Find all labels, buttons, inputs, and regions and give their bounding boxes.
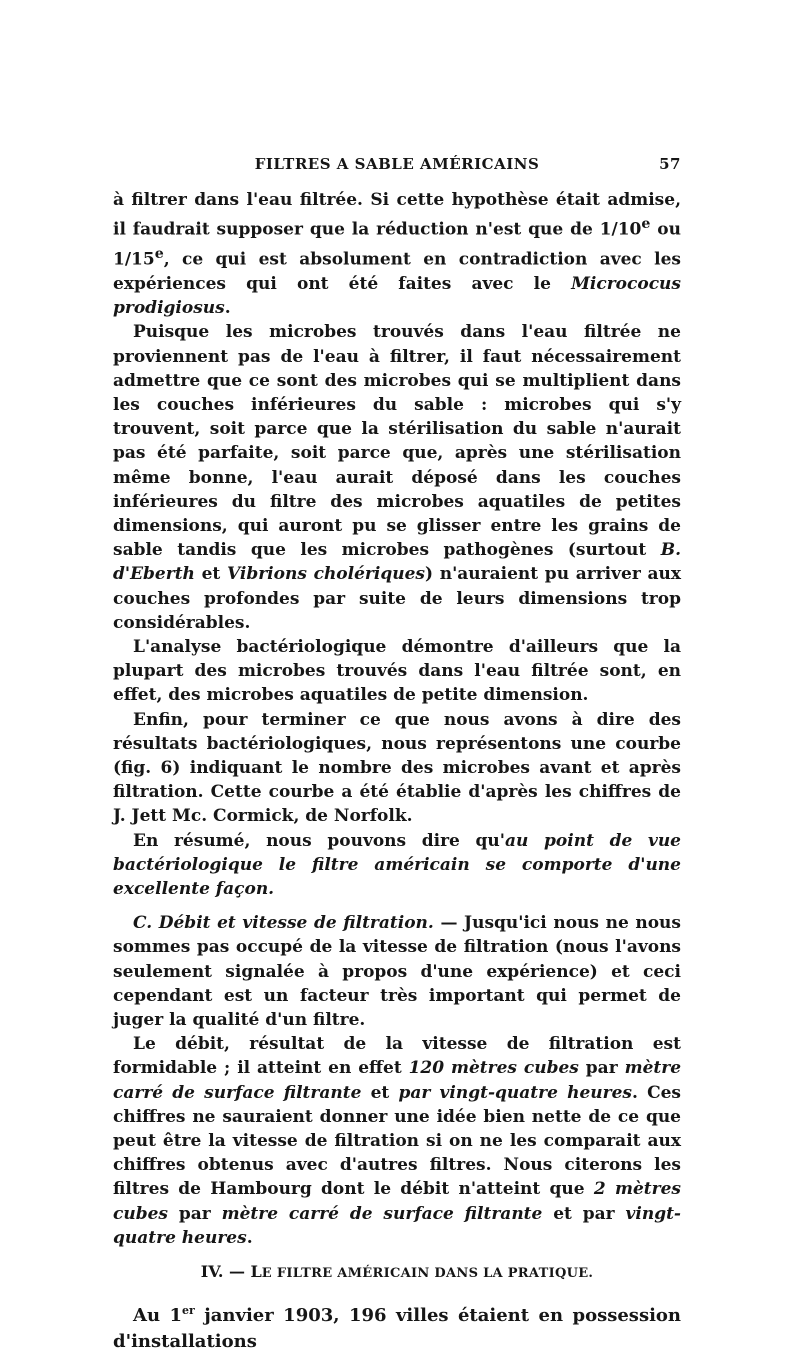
p8-sup: er bbox=[182, 1304, 195, 1318]
section-numeral: IV. bbox=[200, 1262, 224, 1282]
page-number: 57 bbox=[659, 155, 681, 173]
p2-text-b: et bbox=[194, 564, 227, 585]
paragraph-6 bbox=[113, 911, 681, 1032]
p7-text-a: Le débit, résultat de la vitesse de filtration est formidable ; il atteint en effet bbox=[113, 1034, 681, 1079]
p7-em-d: 2 mètres cubes bbox=[113, 1179, 681, 1224]
p7-text-e: par bbox=[167, 1203, 222, 1224]
p5-text-a: En résumé, nous pouvons dire qu' bbox=[133, 830, 505, 851]
p7-em-e: mètre carré de surface filtrante bbox=[221, 1203, 543, 1224]
p7-text-f: et par bbox=[542, 1203, 626, 1224]
p7-text-d: . Ces chiffres ne sauraient donner une idée bien nette de ce que peut être la vitesse de filtration si on ne les comparait aux chiffres obtenus avec d'autres filtres. Nous citerons les filtres de Hambourg dont le débit n'atteint que bbox=[113, 1082, 681, 1200]
p7-text-b: par bbox=[578, 1058, 625, 1079]
running-header bbox=[113, 155, 681, 181]
p5-conclusion: au point de vue bactériologique le filtre américain se comporte d'une excellente façon. bbox=[113, 830, 681, 899]
paragraph-1 bbox=[113, 188, 681, 320]
p8-text-a: Au 1 bbox=[133, 1305, 183, 1327]
paragraph-5 bbox=[113, 829, 681, 902]
p6-subsection-title: C. Débit et vitesse de filtration. bbox=[133, 913, 434, 934]
p1-text-d: . bbox=[224, 298, 231, 319]
section-title-rest: E FILTRE AMÉRICAIN DANS LA PRATIQUE. bbox=[261, 1266, 594, 1282]
p7-em-b: mètre carré de surface filtrante bbox=[113, 1058, 682, 1103]
p1-sup-b: e bbox=[154, 246, 164, 263]
p7-text-c: et bbox=[361, 1082, 399, 1103]
p1-species-name: Micrococus prodigiosus bbox=[113, 273, 681, 319]
p2-text-a: Puisque les microbes trouvés dans l'eau filtrée ne proviennent pas de l'eau à filtrer, il faut nécessairement admettre que ce sont des microbes qui se multiplient dans les couches inférieures du sable : microbes qui s'y trouvent, soit parce que la stérilisation du sable n'aurait pas été parfaite, soit parce que, après une stérilisation même bonne, l'eau aurait déposé dans les couches inférieures du filtre des microbes aquatiles de petites dimensions, qui auront pu se glisser entre les grains de sable tandis que les microbes pathogènes (surtout bbox=[113, 322, 681, 561]
paragraph-4: Enfin, pour terminer ce que nous avons à dire des résultats bactériologiques, nous représentons une courbe (fig. 6) indiquant le nombre des microbes avant et après filtration. Cette courbe a été établie d'après les chiffres de J. Jett Mc. Cormick, de Norfolk. bbox=[113, 709, 681, 827]
running-title: FILTRES A SABLE AMÉRICAINS bbox=[254, 155, 540, 173]
p7-em-f: vingt-quatre heures bbox=[113, 1203, 681, 1248]
p2-vibrio-name: Vibrions cholériques bbox=[226, 564, 425, 585]
p1-text-c: , ce qui est absolument en contradiction avec les expériences qui ont été faites avec le bbox=[113, 249, 681, 294]
section-dash: — bbox=[223, 1262, 251, 1282]
paragraph-2 bbox=[113, 320, 681, 635]
p2-text-c: ) n'auraient pu arriver aux couches profondes par suite de leurs dimensions trop considérables. bbox=[113, 564, 681, 633]
p1-text-b: ou 1/15 bbox=[113, 219, 681, 270]
p8-text-b: janvier 1903, 196 villes étaient en possession d'installations bbox=[113, 1305, 682, 1353]
p7-em-a: 120 mètres cubes bbox=[408, 1058, 579, 1079]
section-heading bbox=[113, 1260, 681, 1286]
section-initial: L bbox=[250, 1262, 262, 1282]
p1-text-a: à filtrer dans l'eau filtrée. Si cette hypothèse était admise, il faudrait supposer que la réduction n'est que de 1/10 bbox=[113, 190, 681, 240]
p6-text-b: — Jusqu'ici nous ne nous sommes pas occupé de la vitesse de filtration (nous l'avons seulement signalée à propos d'une expérience) et ceci cependant est un facteur très important qui permet de juger la qualité d'un filtre. bbox=[113, 913, 681, 1031]
book-page bbox=[113, 155, 681, 1355]
p7-em-c: par vingt-quatre heures bbox=[398, 1082, 632, 1103]
paragraph-8 bbox=[113, 1298, 681, 1355]
p7-text-g: . bbox=[246, 1227, 253, 1248]
p2-bacillus-name: B. d'Eberth bbox=[113, 540, 681, 585]
paragraph-3: L'analyse bactériologique démontre d'ailleurs que la plupart des microbes trouvés dans l'eau filtrée sont, en effet, des microbes aquatiles de petite dimension. bbox=[113, 636, 681, 706]
paragraph-7 bbox=[113, 1032, 681, 1250]
p1-sup-a: e bbox=[641, 216, 651, 233]
